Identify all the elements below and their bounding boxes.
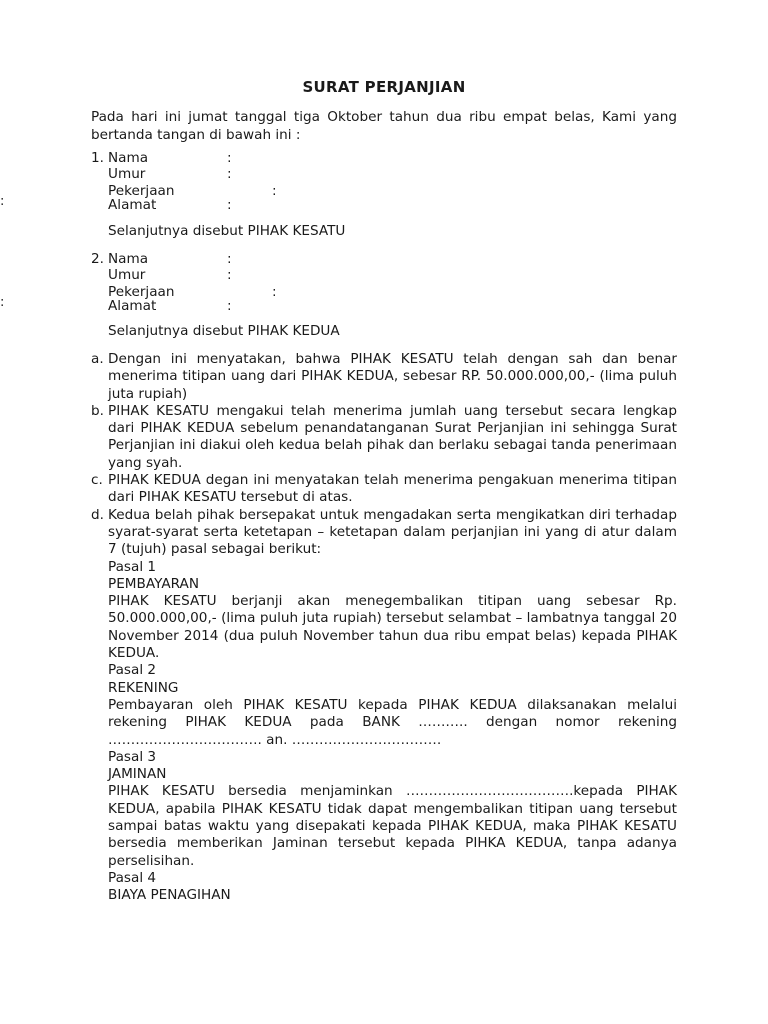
- field-colon: :: [227, 251, 232, 267]
- stray-colon: :: [0, 295, 5, 311]
- field-label-nama: Nama: [108, 251, 149, 267]
- field-label-umur: Umur: [108, 165, 146, 182]
- field-label-nama: Nama: [108, 150, 149, 166]
- list-item-text: Dengan ini menyatakan, bahwa PIHAK KESATU telah dengan sah dan benar menerima titipan uang dari PIHAK KEDUA, sebesar RP. 50.000.000,00,- (lima puluh juta rupiah): [108, 351, 677, 402]
- list-marker: d.: [91, 506, 104, 523]
- stray-colon: :: [0, 194, 5, 210]
- agreement-items: [91, 351, 677, 905]
- pasal-heading: BIAYA PENAGIHAN: [108, 887, 231, 904]
- pasal-heading: REKENING: [108, 679, 179, 696]
- list-item: [91, 472, 677, 507]
- party-2-block: [0, 251, 677, 314]
- party-2-number: 2.: [91, 251, 104, 267]
- party-1-block: [0, 150, 677, 213]
- field-label-umur: Umur: [108, 266, 146, 283]
- pasal-body: PIHAK KESATU berjanji akan menegembalikan titipan uang sebesar Rp. 50.000.000,00,- (lima puluh juta rupiah) tersebut selambat – lambatnya tanggal 20 November 2014 (dua puluh November tahun dua ribu empat belas) kepada PIHAK KEDUA.: [108, 593, 677, 662]
- pasal-number: Pasal 4: [108, 869, 157, 886]
- pasal-body: PIHAK KESATU bersedia menjaminkan ……………………………….kepada PIHAK KEDUA, apabila PIHAK KESATU tidak dapat mengembalikan titipan uang tersebut sampai batas waktu yang disepakati kepada PIHAK KEDUA, maka PIHAK KESATU bersedia memberikan Jaminan tersebut kepada PIHKA KEDUA, tanpa adanya perselisihan.: [108, 783, 677, 869]
- party-2-note: Selanjutnya disebut PIHAK KEDUA: [108, 323, 340, 339]
- pasal-heading: JAMINAN: [108, 766, 167, 783]
- field-colon: :: [272, 183, 277, 200]
- field-colon: :: [227, 196, 232, 213]
- field-colon: :: [272, 284, 277, 301]
- field-colon: :: [227, 165, 232, 182]
- pasal-heading: PEMBAYARAN: [108, 575, 199, 592]
- field-label-alamat: Alamat: [108, 297, 157, 314]
- field-label-alamat: Alamat: [108, 196, 157, 213]
- field-colon: :: [227, 150, 232, 166]
- pasal-number: Pasal 3: [108, 748, 157, 765]
- list-item-text: PIHAK KEDUA degan ini menyatakan telah menerima pengakuan menerima titipan dari PIHAK KESATU tersebut di atas.: [108, 472, 677, 506]
- list-item: [91, 403, 677, 472]
- list-marker: a.: [91, 351, 104, 367]
- list-item: [91, 507, 677, 559]
- list-marker: c.: [91, 472, 103, 489]
- party-1-note: Selanjutnya disebut PIHAK KESATU: [108, 223, 346, 239]
- pasal-number: Pasal 2: [108, 662, 157, 679]
- field-label-pekerjaan: Pekerjaan: [108, 284, 175, 301]
- intro-paragraph: Pada hari ini jumat tanggal tiga Oktober tahun dua ribu empat belas, Kami yang bertanda tangan di bawah ini :: [91, 109, 677, 143]
- pasal-body: Pembayaran oleh PIHAK KESATU kepada PIHAK KEDUA dilaksanakan melalui rekening PIHAK KEDUA pada BANK ……….. dengan nomor rekening ……………………………. an. ……………………………: [108, 696, 677, 748]
- list-item-text: Kedua belah pihak bersepakat untuk mengadakan serta mengikatkan diri terhadap syarat-syarat serta ketetapan – ketetapan dalam perjanjian ini yang di atur dalam 7 (tujuh) pasal sebagai berikut:: [108, 506, 677, 558]
- list-marker: b.: [91, 402, 104, 419]
- list-item: [91, 351, 677, 403]
- field-colon: :: [227, 266, 232, 283]
- field-colon: :: [227, 297, 232, 314]
- pasal-number: Pasal 1: [108, 558, 157, 575]
- list-item-text: PIHAK KESATU mengakui telah menerima jumlah uang tersebut secara lengkap dari PIHAK KEDUA sebelum penandatanganan Surat Perjanjian ini sehingga Surat Perjanjian ini diakui oleh kedua belah pihak dan berlaku sebagai tanda penerimaan yang syah.: [108, 402, 677, 471]
- party-1-number: 1.: [91, 150, 104, 166]
- document-title: SURAT PERJANJIAN: [302, 78, 466, 96]
- field-label-pekerjaan: Pekerjaan: [108, 183, 175, 200]
